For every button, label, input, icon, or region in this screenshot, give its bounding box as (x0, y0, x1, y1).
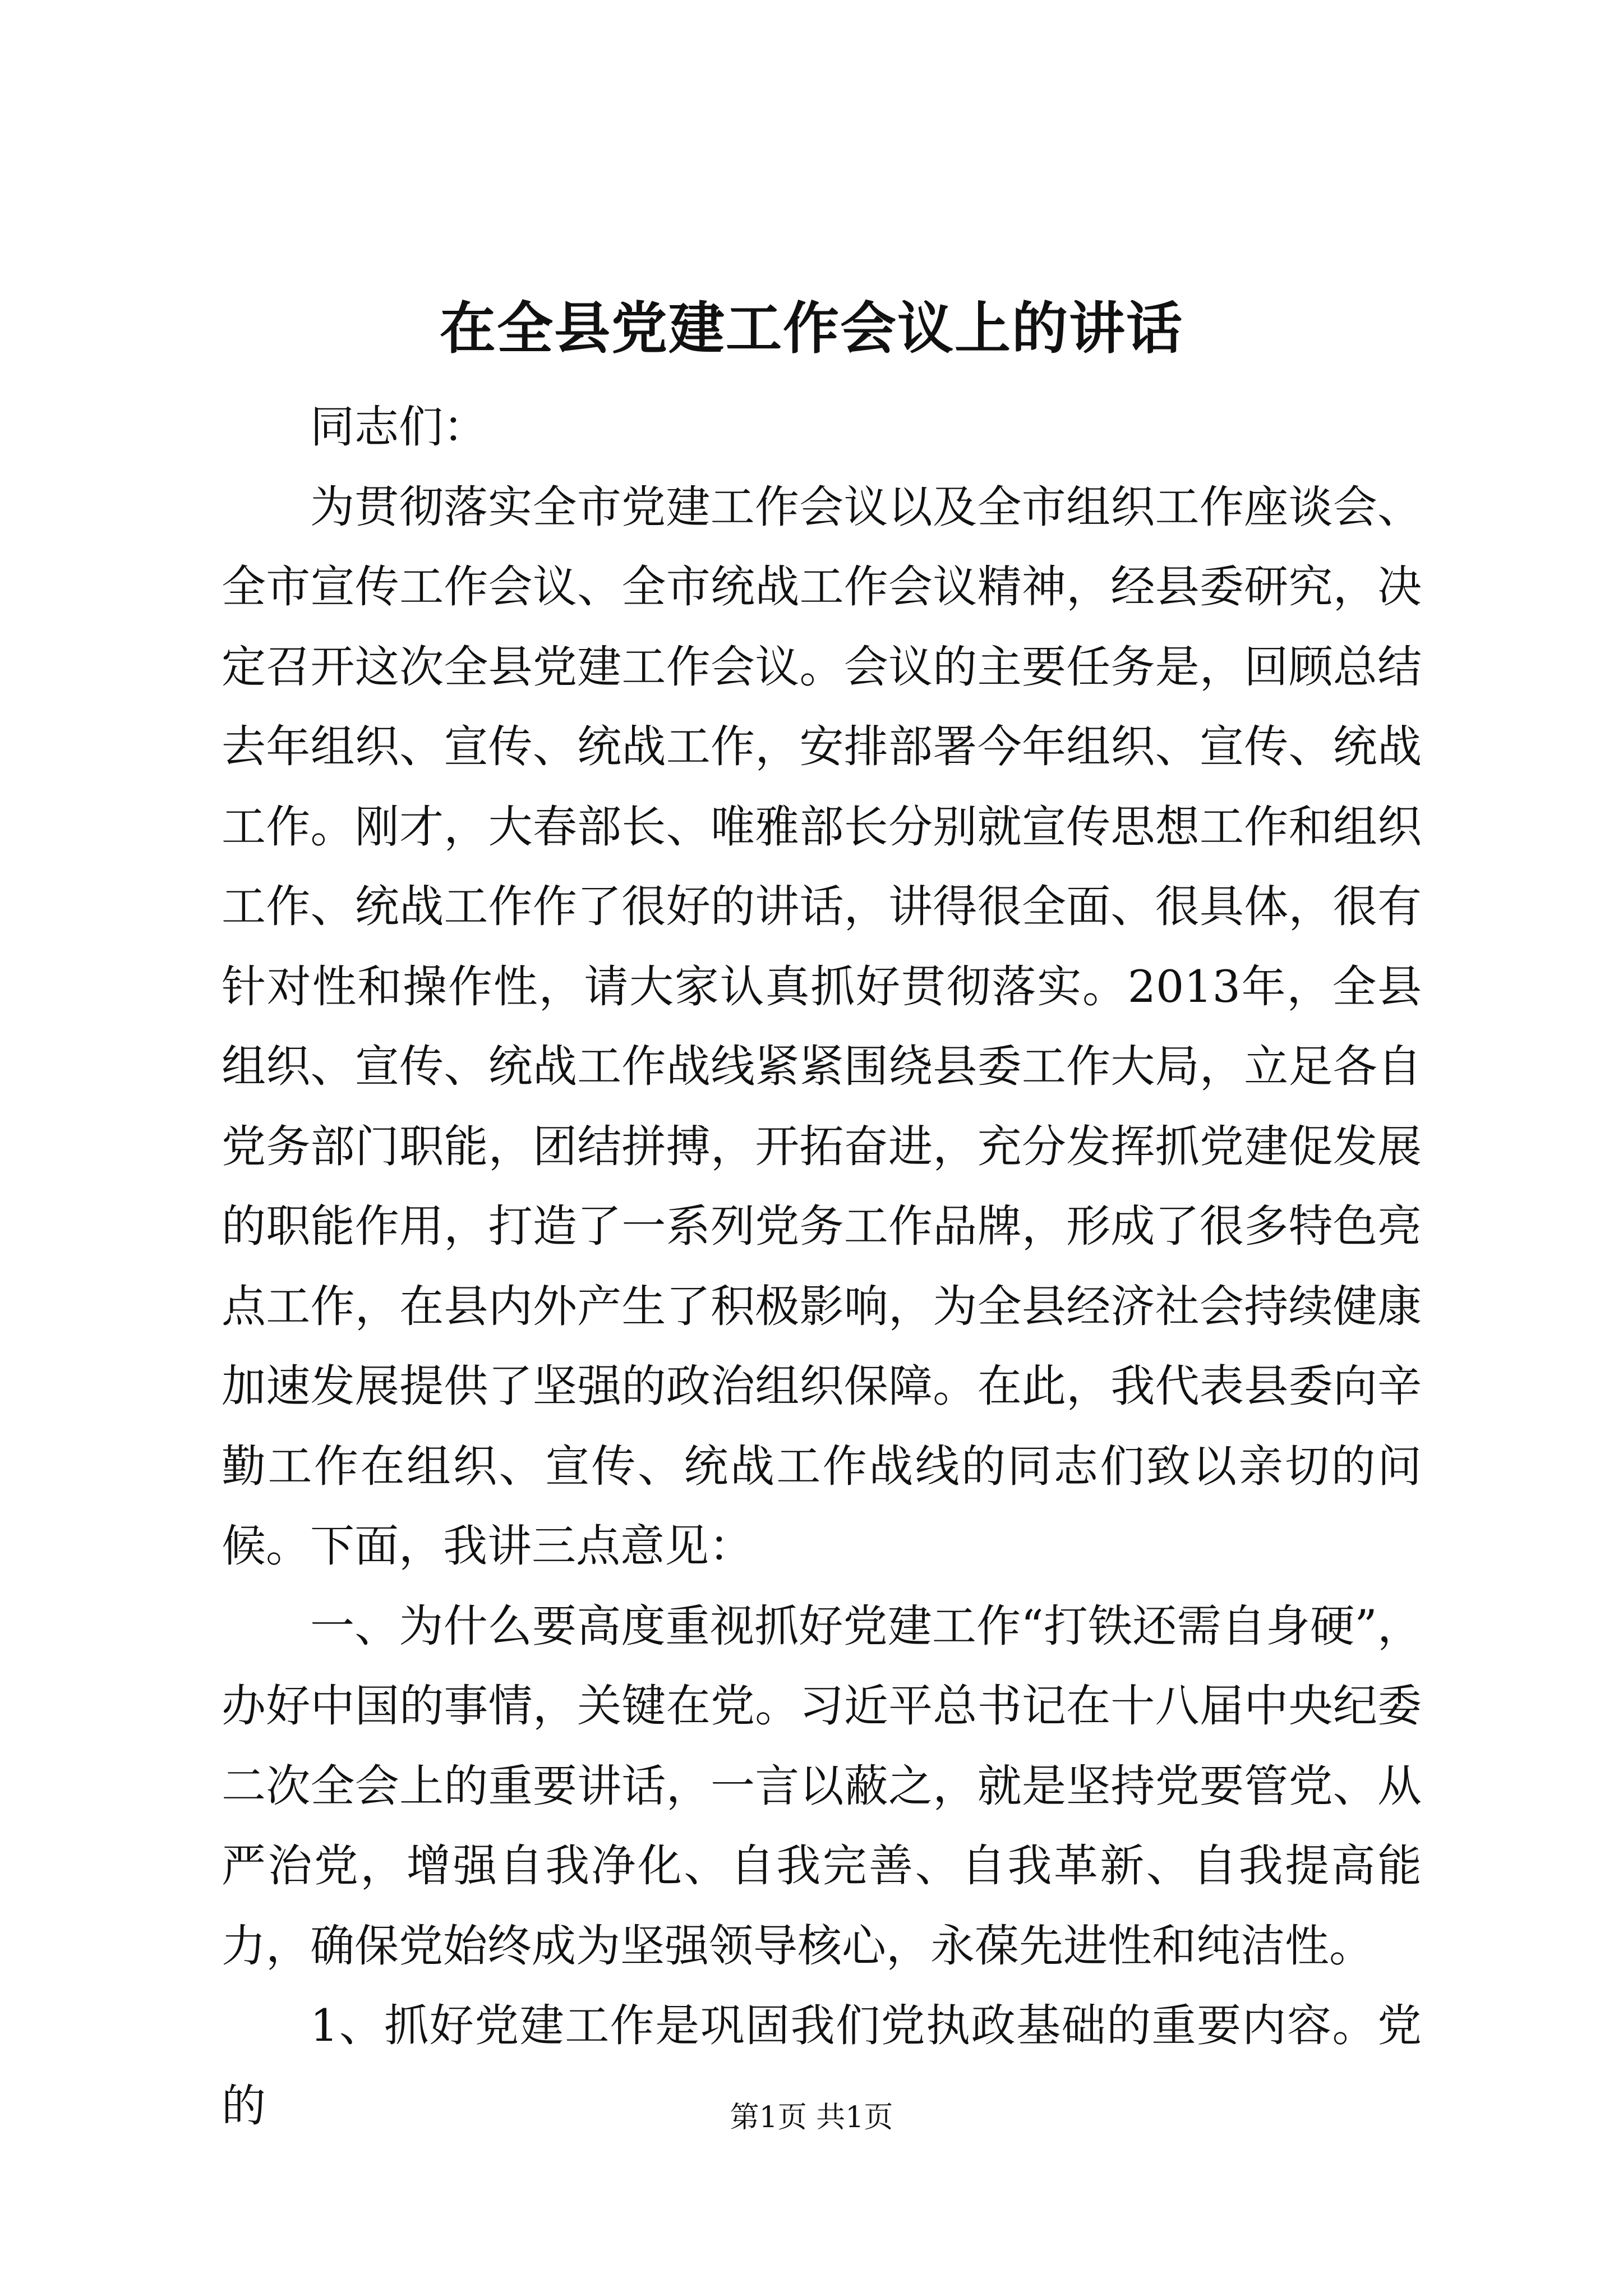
body-paragraph: 一、为什么要高度重视抓好党建工作“打铁还需自身硬”，办好中国的事情，关键在党。习近平总书记在十八届中央纪委二次全会上的重要讲话，一言以蔽之，就是坚持党要管党、从严治党，增强自我净化、自我完善、自我革新、自我提高能力，确保党始终成为坚强领导核心，永葆先进性和纯洁性。 (222, 1600, 1422, 1972)
document-title: 在全县党建工作会议上的讲话 (440, 295, 1183, 361)
document-body (222, 387, 1422, 2146)
salutation-paragraph: 同志们： (310, 401, 487, 453)
body-paragraph: 为贯彻落实全市党建工作会议以及全市组织工作座谈会、全市宣传工作会议、全市统战工作会议精神，经县委研究，决定召开这次全县党建工作会议。会议的主要任务是，回顾总结去年组织、宣传、统战工作，安排部署今年组织、宣传、统战工作。刚才，大春部长、唯雅部长分别就宣传思想工作和组织工作、统战工作作了很好的讲话，讲得很全面、很具体，很有针对性和操作性，请大家认真抓好贯彻落实。2013年，全县组织、宣传、统战工作战线紧紧围绕县委工作大局，立足各自党务部门职能，团结拼搏，开拓奋进，充分发挥抓党建促发展的职能作用，打造了一系列党务工作品牌，形成了很多特色亮点工作，在县内外产生了积极影响，为全县经济社会持续健康加速发展提供了坚强的政治组织保障。在此，我代表县委向辛勤工作在组织、宣传、统战工作战线的同志们致以亲切的问候。下面，我讲三点意见： (222, 481, 1422, 1572)
page-number-footer: 第1页 共1页 (730, 2101, 893, 2134)
body-paragraph: 1、抓好党建工作是巩固我们党执政基础的重要内容。党的 (222, 2000, 1422, 2132)
